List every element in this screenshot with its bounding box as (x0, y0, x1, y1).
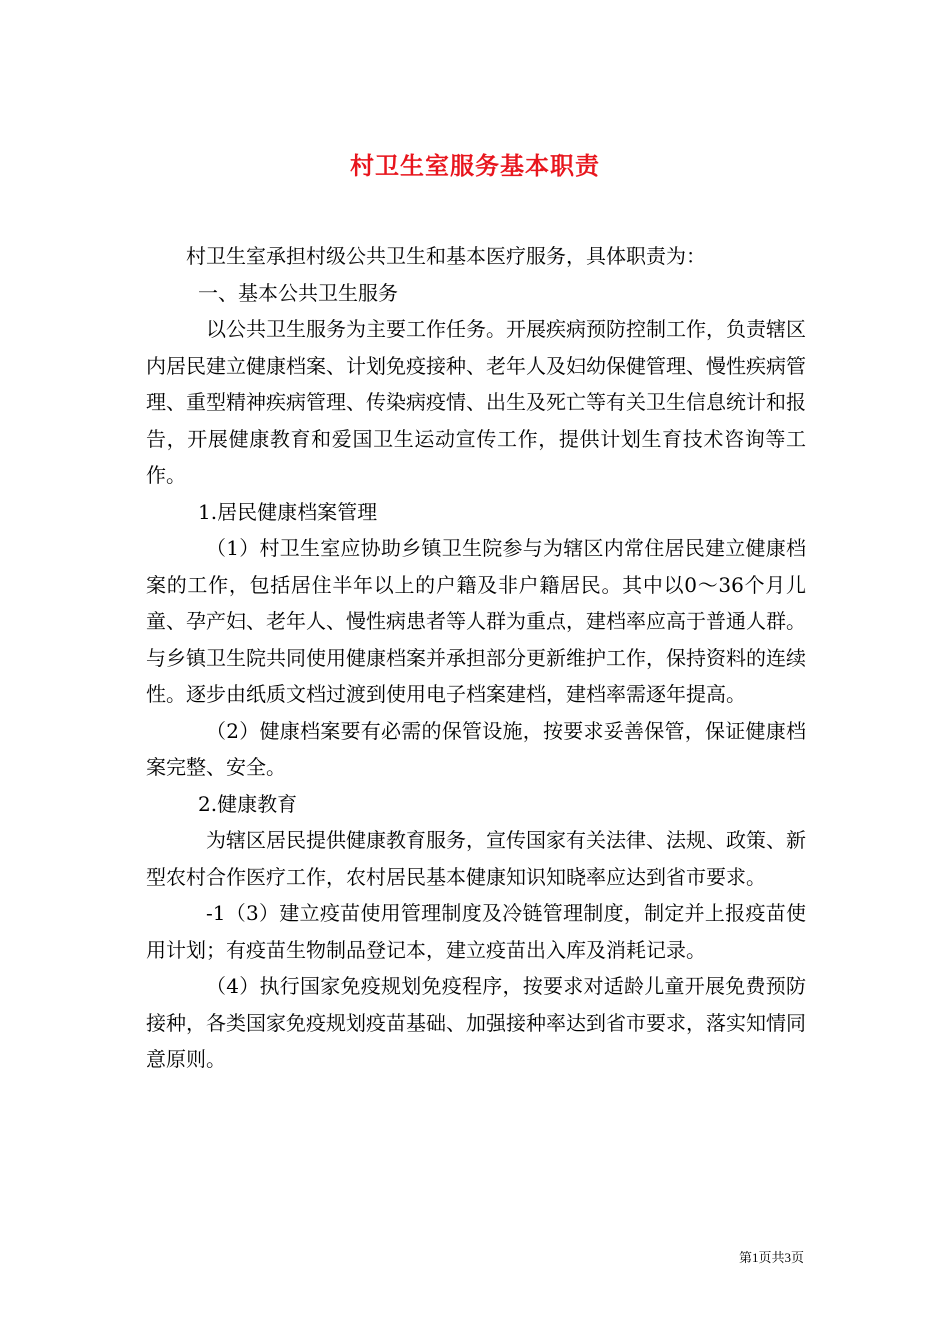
public-health-paragraph: 以公共卫生服务为主要工作任务。开展疾病预防控制工作，负责辖区内居民建立健康档案、计划免疫接种、老年人及妇幼保健管理、慢性疾病管理、重型精神疾病管理、传染病疫情、出生及死亡等有关卫生信息统计和报告，开展健康教育和爱国卫生运动宣传工作，提供计划生育技术咨询等工作。 (146, 317, 806, 487)
footer-suffix: 页 (790, 1251, 804, 1266)
footer-total-pages: 3 (784, 1250, 791, 1265)
health-records-item-1: （1）村卫生室应协助乡镇卫生院参与为辖区内常住居民建立健康档案的工作，包括居住半年以上的户籍及非户籍居民。其中以0～36个月儿童、孕产妇、老年人、慢性病患者等人群为重点，建档率应高于普通人群。与乡镇卫生院共同使用健康档案并承担部分更新维护工作，保持资料的连续性。逐步由纸质文档过渡到使用电子档案建档，建档率需逐年提高。 (146, 536, 806, 706)
subsection-heading-health-education: 2.健康教育 (198, 791, 298, 816)
document-body (146, 238, 806, 1078)
health-education-paragraph: 为辖区居民提供健康教育服务，宣传国家有关法律、法规、政策、新型农村合作医疗工作，农村居民基本健康知识知晓率应达到省市要求。 (146, 828, 806, 889)
footer-prefix: 第 (738, 1251, 752, 1266)
vaccine-item-3: -1（3）建立疫苗使用管理制度及冷链管理制度，制定并上报疫苗使用计划；有疫苗生物制品登记本，建立疫苗出入库及消耗记录。 (146, 901, 806, 962)
intro-paragraph: 村卫生室承担村级公共卫生和基本医疗服务，具体职责为： (186, 244, 706, 268)
footer-current-page: 1 (751, 1250, 759, 1265)
health-records-item-2: （2）健康档案要有必需的保管设施，按要求妥善保管，保证健康档案完整、安全。 (146, 718, 806, 779)
vaccine-item-4: （4）执行国家免疫规划免疫程序，按要求对适龄儿童开展免费预防接种，各类国家免疫规划疫苗基础、加强接种率达到省市要求，落实知情同意原则。 (146, 974, 806, 1071)
section-heading-public-health: 一、基本公共卫生服务 (198, 280, 398, 305)
subsection-heading-health-records: 1.居民健康档案管理 (198, 499, 378, 524)
footer-middle: 页共 (758, 1251, 785, 1266)
page-number-footer (739, 1250, 804, 1267)
document-title: 村卫生室服务基本职责 (350, 151, 600, 181)
